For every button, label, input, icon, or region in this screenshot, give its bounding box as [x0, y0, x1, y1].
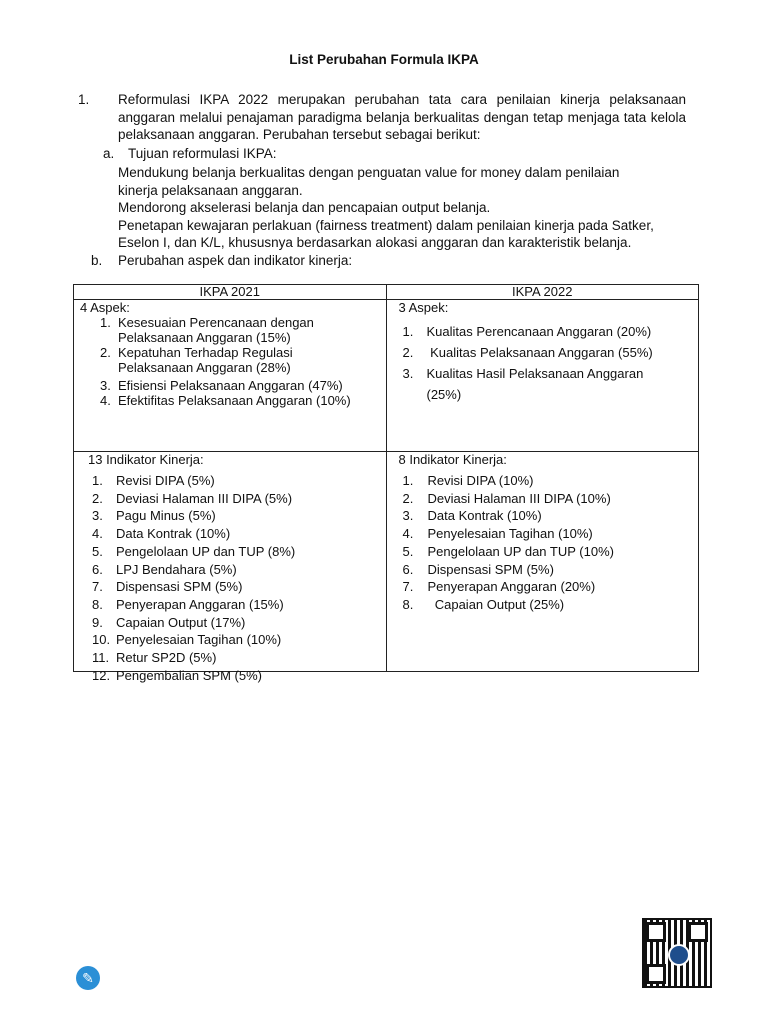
emblem-icon	[668, 944, 690, 966]
list-item: 7. Penyerapan Anggaran (20%)	[402, 579, 596, 595]
list-item: 2. Kepatuhan Terhadap Regulasi Pelaksanaan Anggaran (28%)	[100, 345, 293, 375]
header-ikpa-2021: IKPA 2021	[74, 285, 387, 300]
edit-pencil-icon[interactable]: ✎	[76, 966, 100, 990]
list-item: 2. Deviasi Halaman III DIPA (5%)	[92, 490, 293, 506]
list-item: 2. Kualitas Pelaksanaan Anggaran (55%)	[402, 345, 653, 360]
list-item: 4. Data Kontrak (10%)	[92, 526, 231, 542]
list-item: 3. Data Kontrak (10%)	[402, 508, 542, 524]
list-item: 3. Efisiensi Pelaksanaan Anggaran (47%)	[100, 378, 343, 393]
list-item: 1. Kesesuaian Perencanaan dengan Pelaksanaan Anggaran (15%)	[100, 315, 314, 345]
indikator-2022-heading: 8 Indikator Kinerja:	[398, 452, 507, 467]
list-item: 2. Deviasi Halaman III DIPA (10%)	[402, 490, 611, 506]
list-item: 12. Pengembalian SPM (5%)	[92, 667, 262, 683]
aspek-2022-heading: 3 Aspek:	[398, 300, 449, 315]
page-title: List Perubahan Formula IKPA	[289, 52, 479, 67]
list-item: 6. LPJ Bendahara (5%)	[92, 561, 237, 577]
qr-finder-icon	[688, 922, 708, 942]
indikator-2021-heading: 13 Indikator Kinerja:	[88, 452, 204, 467]
list-item: 11. Retur SP2D (5%)	[92, 650, 217, 666]
list-item: 5. Pengelolaan UP dan TUP (8%)	[92, 543, 296, 559]
list-item: 8. Penyerapan Anggaran (15%)	[92, 596, 284, 612]
item-paragraph: Reformulasi IKPA 2022 merupakan perubahan tata cara penilaian kinerja pelaksanaan anggaran melalui penajaman paradigma belanja berkualitas dengan tetap menjaga tata kelola pelaksanaan anggaran. Perubahan tersebut sebagai berikut:	[118, 92, 686, 142]
list-item: 3. Pagu Minus (5%)	[92, 508, 216, 524]
list-item: 7. Dispensasi SPM (5%)	[92, 579, 243, 595]
indikator-2022-cell	[386, 452, 699, 672]
aspek-2022-cell	[386, 300, 699, 452]
sub-a-label: Tujuan reformulasi IKPA:	[128, 146, 277, 161]
sub-b-label: Perubahan aspek dan indikator kinerja:	[118, 253, 353, 268]
aspek-2022-list	[403, 321, 653, 405]
goal-line: kinerja pelaksanaan anggaran.	[118, 182, 303, 198]
qr-finder-icon	[646, 964, 666, 984]
list-item: 1. Kualitas Perencanaan Anggaran (20%)	[402, 324, 652, 339]
list-item: 8. Capaian Output (25%)	[402, 596, 565, 612]
goals-list	[118, 164, 688, 252]
qr-finder-icon	[646, 922, 666, 942]
list-item: 4. Efektifitas Pelaksanaan Anggaran (10%)	[100, 393, 351, 408]
indikator-2021-list	[92, 472, 295, 684]
aspek-2021-cell	[74, 300, 387, 452]
list-item: 1. Revisi DIPA (10%)	[402, 473, 534, 488]
sub-a-marker: a.	[103, 146, 115, 161]
aspek-2021-heading: 4 Aspek:	[80, 300, 130, 315]
list-item: 1. Revisi DIPA (5%)	[92, 473, 215, 488]
list-item: 9. Capaian Output (17%)	[92, 614, 246, 630]
list-item: 10. Penyelesaian Tagihan (10%)	[92, 632, 282, 648]
goal-line: Mendukung belanja berkualitas dengan penguatan value for money dalam penilaian	[118, 165, 620, 180]
list-item: 4. Penyelesaian Tagihan (10%)	[402, 526, 593, 542]
indikator-2022-list	[403, 472, 614, 614]
item-number: 1.	[78, 92, 90, 107]
goal-line: Penetapan kewajaran perlakuan (fairness treatment) dalam penilaian kinerja pada Satker,	[118, 217, 654, 233]
list-item: 5. Pengelolaan UP dan TUP (10%)	[402, 543, 614, 559]
aspek-2021-list	[100, 315, 351, 408]
header-ikpa-2022: IKPA 2022	[386, 285, 699, 300]
list-item: 3. Kualitas Hasil Pelaksanaan Anggaran (25%)	[402, 366, 644, 402]
list-item: 6. Dispensasi SPM (5%)	[402, 561, 554, 577]
comparison-table	[73, 284, 699, 683]
goal-line: Eselon I, dan K/L, khususnya berdasarkan alokasi anggaran dan karakteristik belanja.	[118, 235, 632, 250]
goal-line: Mendorong akselerasi belanja dan pencapaian output belanja.	[118, 200, 491, 215]
indikator-2021-cell	[74, 452, 387, 683]
sub-b-marker: b.	[91, 253, 103, 268]
qr-code-icon	[642, 918, 712, 988]
